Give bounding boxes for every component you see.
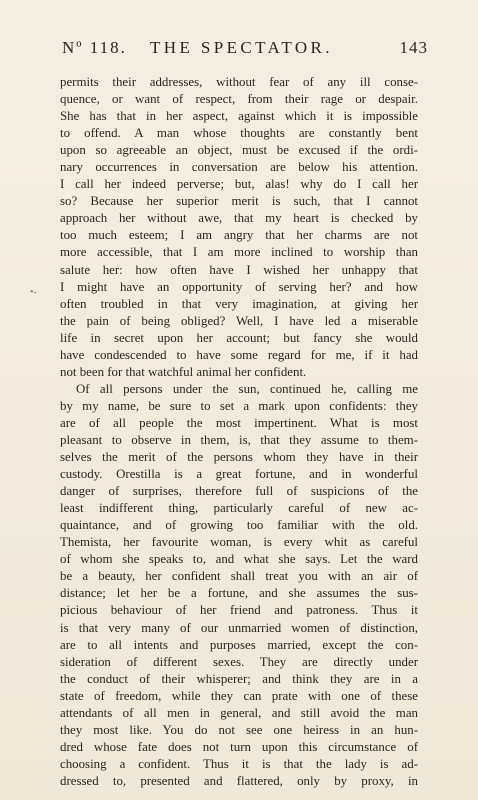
text-line: Of all persons under the sun, continued he, calling me (76, 381, 418, 396)
text-line: the pain of being obliged? Well, I have led a miserable (60, 313, 418, 328)
text-line: approach her without awe, that my heart is checked by (60, 211, 418, 226)
running-header (62, 38, 428, 62)
text-line: least indifferent thing, particularly careful of new ac- (60, 501, 418, 516)
text-line: sideration of different sexes. They are directly under (60, 654, 418, 669)
text-line: not been for that watchful animal her confident. (60, 364, 307, 379)
issue-number: Nº 118. (62, 38, 127, 57)
text-line: custody. Orestilla is a great fortune, and in wonderful (60, 467, 418, 482)
text-line: salute her: how often have I wished her unhappy that (60, 262, 418, 277)
body-text (60, 74, 418, 790)
text-line: have condescended to have some regard for me, if it had (60, 347, 418, 362)
page-number: 143 (399, 38, 428, 57)
text-line: by my name, be sure to set a mark upon confidents: they (60, 398, 418, 413)
text-line: are to all intents and purposes married, except the con- (60, 637, 418, 652)
text-line: state of freedom, while they can prate with one of these (60, 688, 418, 703)
text-line: attendants of all men in general, and still avoid the man (60, 705, 418, 720)
text-line: She has that in her aspect, against which it is impossible (60, 109, 418, 124)
text-line: the conduct of their whisperer; and think they are in a (60, 671, 418, 686)
text-line: is that very many of our unmarried women of distinction, (60, 620, 418, 635)
text-line: dressed to, presented and flattered, only by proxy, in (60, 773, 418, 788)
text-line: danger of surprises, therefore full of suspicions of the (60, 484, 418, 499)
text-line: more accessible, that I am more inclined to worship than (60, 245, 418, 260)
text-line: they most like. You do not see one heiress in an hun- (60, 722, 418, 737)
text-line: choosing a confident. Thus it is that the lady is ad- (60, 756, 418, 771)
text-line: Themista, her favourite woman, is every whit as careful (60, 535, 418, 550)
text-line: life in secret upon her account; but fancy she would (60, 330, 418, 345)
text-line: I call her indeed perverse; but, alas! why do I call her (60, 177, 418, 192)
text-line: selves the merit of the persons whom they have in their (60, 450, 418, 465)
text-line: dred whose fate does not turn upon this circumstance of (60, 739, 418, 754)
text-line: too much esteem; I am angry that her charms are not (60, 228, 418, 243)
text-line: to offend. A man whose thoughts are constantly bent (60, 126, 418, 141)
running-title: THE SPECTATOR. (150, 38, 333, 57)
text-line: so? Because her superior merit is such, that I cannot (60, 194, 418, 209)
text-line: quaintance, and of growing too familiar with the old. (60, 518, 418, 533)
text-line: often troubled in that very imagination, at giving her (60, 296, 418, 311)
margin-mark: •- (30, 287, 37, 298)
text-line: I might have an opportunity of serving her? and how (60, 279, 418, 294)
text-line: of whom she speaks to, and what she says. Let the ward (60, 552, 418, 567)
text-line: permits their addresses, without fear of any ill conse- (60, 75, 418, 89)
text-line: nary occurrences in conversation are below his attention. (60, 160, 418, 175)
text-line: picious behaviour of her friend and patroness. Thus it (60, 603, 418, 618)
text-line: pleasant to observe in them, is, that they assume to them- (60, 432, 418, 447)
text-line: quence, or want of respect, from their rage or despair. (60, 92, 418, 107)
text-line: be a beauty, her confident shall treat you with an air of (60, 569, 418, 584)
text-line: distance; let her be a fortune, and she assumes the sus- (60, 586, 418, 601)
text-line: upon so agreeable an object, must be excused if the ordi- (60, 143, 418, 158)
text-line: are of all people the most impertinent. What is most (60, 415, 418, 430)
